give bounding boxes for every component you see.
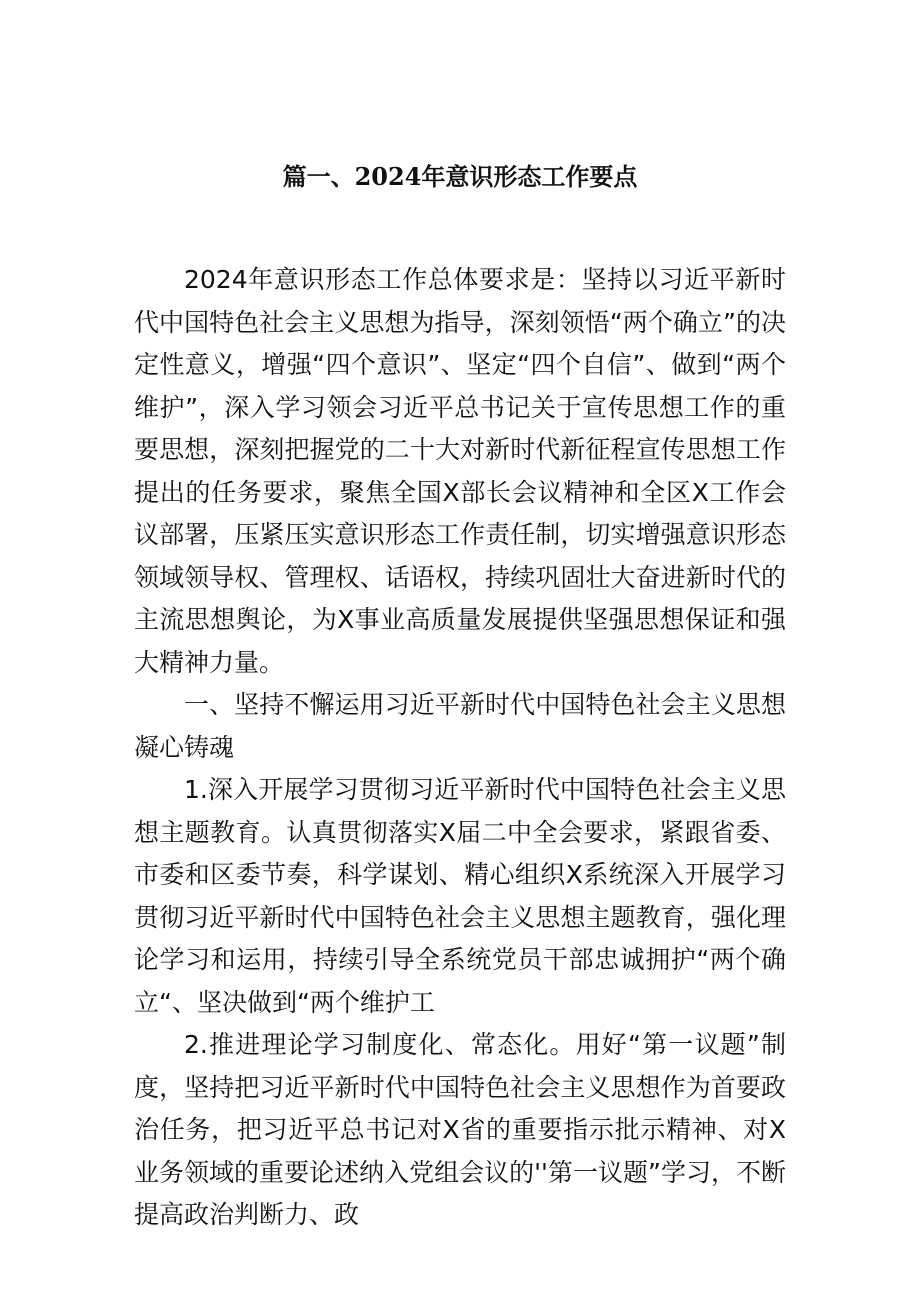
paragraph-item-1: 1.深入开展学习贯彻习近平新时代中国特色社会主义思想主题教育。认真贯彻落实X届二中全会要求，紧跟省委、市委和区委节奏，科学谋划、精心组织X系统深入开展学习贯彻习近平新时代中国特色社会主义思想主题教育，强化理论学习和运用，持续引导全系统党员干部忠诚拥护“两个确立“、坚决做到“两个维护工	[134, 775, 786, 1017]
document-title: 篇一、2024年意识形态工作要点	[282, 162, 638, 191]
section-heading-1: 一、坚持不懈运用习近平新时代中国特色社会主义思想凝心铸魂	[134, 690, 786, 762]
document-body	[134, 259, 786, 1237]
paragraph-overall-requirements: 2024年意识形态工作总体要求是：坚持以习近平新时代中国特色社会主义思想为指导，深刻领悟“两个确立”的决定性意义，增强“四个意识”、坚定“四个自信”、做到“两个维护”，深入学习领会习近平总书记关于宣传思想工作的重要思想，深刻把握党的二十大对新时代新征程宣传思想工作提出的任务要求，聚焦全国X部长会议精神和全区X工作会议部署，压紧压实意识形态工作责任制，切实增强意识形态领域领导权、管理权、话语权，持续巩固壮大奋进新时代的主流思想舆论，为X事业高质量发展提供坚强思想保证和强大精神力量。	[134, 265, 786, 677]
paragraph-item-2: 2.推进理论学习制度化、常态化。用好“第一议题”制度，坚持把习近平新时代中国特色社会主义思想作为首要政治任务，把习近平总书记对X省的重要指示批示精神、对X业务领域的重要论述纳入党组会议的''第一议题”学习，不断提高政治判断力、政	[134, 1030, 786, 1229]
